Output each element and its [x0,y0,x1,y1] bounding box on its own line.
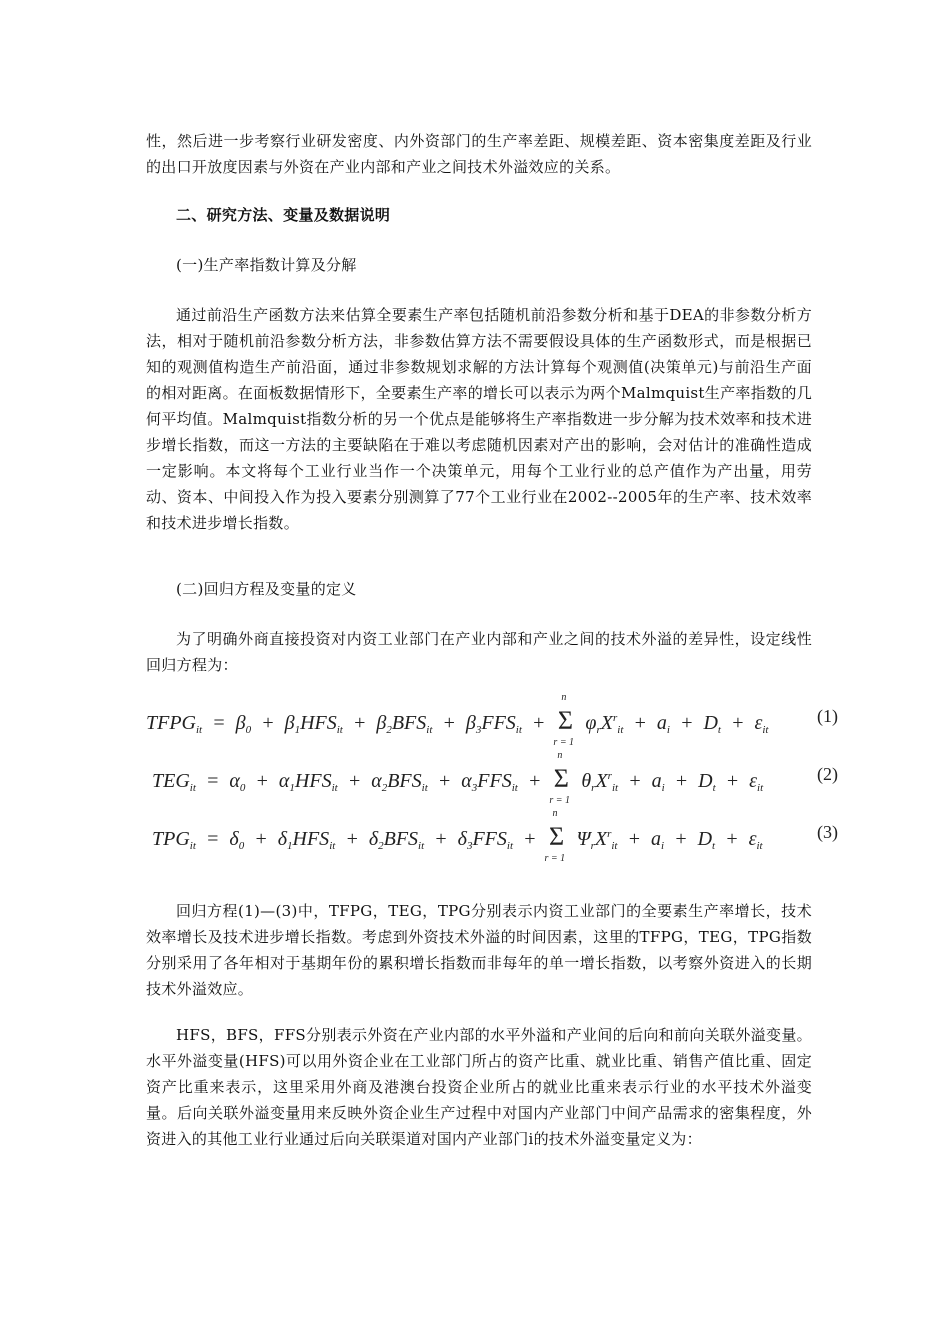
paragraph-method: 通过前沿生产函数方法来估算全要素生产率包括随机前沿参数分析和基于DEA的非参数分析方法，相对于随机前沿参数分析方法，非参数估算方法不需要假设具体的生产函数形式，而是根据已知的观测值构造生产前沿面，通过非参数规划求解的方法计算每个观测值(决策单元)与前沿生产面的相对距离。在面板数据情形下，全要素生产率的增长可以表示为两个Malmquist生产率指数的几何平均值。Malmquist指数分析的另一个优点是能够将生产率指数进一步分解为技术效率和技术进步增长指数，而这一方法的主要缺陷在于难以考虑随机因素对产出的影响，会对估计的准确性造成一定影响。本文将每个工业行业当作一个决策单元，用每个工业行业的总产值作为产出量，用劳动、资本、中间投入作为投入要素分别测算了77个工业行业在2002--2005年的生产率、技术效率和技术进步增长指数。 [146,306,812,532]
section-heading: 二、研究方法、变量及数据说明 [176,206,391,224]
summation-symbol: Σ n r = 1 [553,692,575,748]
paragraph-spillover: HFS，BFS，FFS分别表示外资在产业内部的水平外溢和产业间的后向和前向关联外溢变量。水平外溢变量(HFS)可以用外资企业在工业部门所占的资产比重、就业比重、销售产值比重、固定资产比重来表示，这里采用外商及港澳台投资企业所占的就业比重来表示行业的水平技术外溢变量。后向关联外溢变量用来反映外资企业生产过程中对国内产业部门中间产品需求的密集程度，外资进入的其他工业行业通过后向关联渠道对国内产业部门i的技术外溢变量定义为： [146,1026,812,1148]
paragraph-intro: 性，然后进一步考察行业研发密度、内外资部门的生产率差距、规模差距、资本密集度差距及行业的出口开放度因素与外资在产业内部和产业之间技术外溢效应的关系。 [146,132,812,176]
equation-1: $TFPG_{it} = \beta_0 + \beta_1HFS_{it} + \beta_2BFS_{it} + \beta_3FFS_{it} + \Sigma$ n r = 1 $\varphi_rX^r_{it} + a_i + D_t + \varepsilon_{it}$ (1) [146,692,838,748]
equation-number: (1) [817,706,838,726]
subsection-heading-1: (一)生产率指数计算及分解 [176,256,357,274]
summation-symbol: Σ n r = 1 [549,750,570,806]
subsection-heading-2: (二)回归方程及变量的定义 [176,580,357,598]
summation-symbol: Σ n r = 1 [544,808,566,864]
equation-3: $TPG_{it} = \delta_0 + \delta_1HFS_{it} + \delta_2BFS_{it} + \delta_3FFS_{it} + \Sigma$ n r = 1 $\Psi_rX^r_{it} + a_i + D_t + \varepsilon_{it}$ (3) [152,808,838,864]
equation-number: (2) [817,764,838,784]
equation-number: (3) [817,822,838,842]
paragraph-explain: 回归方程(1)—(3)中，TFPG，TEG，TPG分别表示内资工业部门的全要素生产率增长，技术效率增长及技术进步增长指数。考虑到外资技术外溢的时间因素，这里的TFPG，TEG，TPG指数分别采用了各年相对于基期年份的累积增长指数而非每年的单一增长指数，以考察外资进入的长期技术外溢效应。 [146,902,812,998]
paragraph-regression: 为了明确外商直接投资对内资工业部门在产业内部和产业之间的技术外溢的差异性，设定线性回归方程为： [146,630,812,674]
equation-2: $TEG_{it} = \alpha_0 + \alpha_1HFS_{it} + \alpha_2BFS_{it} + \alpha_3FFS_{it} + \Sigma$ n r = 1 $\theta_rX^r_{it} + a_i + D_t + \varepsilon_{it}$ (2) [152,750,838,806]
